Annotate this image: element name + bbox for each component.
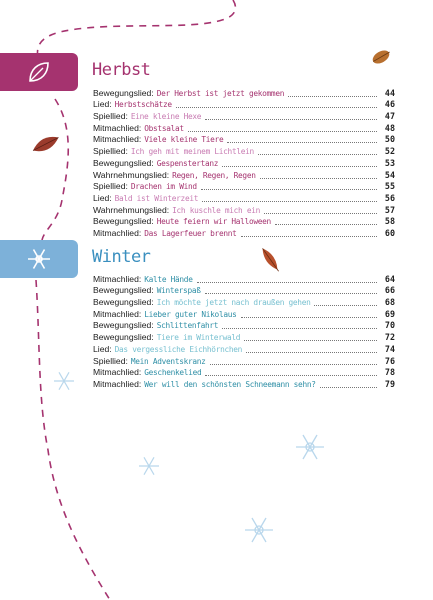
toc-entry[interactable] <box>93 87 395 99</box>
toc-entry[interactable] <box>93 367 395 379</box>
dot-leader <box>275 224 377 225</box>
song-title: Winterspaß <box>156 286 201 296</box>
page-number: 47 <box>384 111 395 122</box>
song-type-label: Bewegungslied: <box>93 285 154 296</box>
page-number: 48 <box>384 122 395 133</box>
snowflake-icon <box>245 518 273 542</box>
snowflake-icon <box>296 435 324 459</box>
dot-leader <box>246 352 377 353</box>
song-type-label: Wahrnehmungslied: <box>93 169 170 180</box>
toc-entry[interactable] <box>93 331 395 343</box>
toc-entry[interactable] <box>93 273 395 285</box>
page-number: 76 <box>384 355 395 366</box>
toc-list-herbst <box>93 87 395 239</box>
page-number: 55 <box>384 181 395 192</box>
page-number: 72 <box>384 332 395 343</box>
leaf-red-icon <box>31 135 61 154</box>
song-type-label: Spiellied: <box>93 355 128 366</box>
dot-leader <box>205 375 377 376</box>
page-number: 50 <box>384 134 395 145</box>
song-title: Drachen im Wind <box>130 182 197 192</box>
dot-leader <box>241 317 377 318</box>
toc-entry[interactable] <box>93 192 395 204</box>
snowflake-icon <box>54 372 74 389</box>
dot-leader <box>210 364 377 365</box>
toc-entry[interactable] <box>93 157 395 169</box>
section-title-herbst: Herbst <box>92 60 151 80</box>
toc-entry[interactable] <box>93 378 395 390</box>
toc-entry[interactable] <box>93 216 395 228</box>
song-type-label: Spiellied: <box>93 181 128 192</box>
dot-leader <box>227 142 377 143</box>
dot-leader <box>260 178 377 179</box>
dot-leader <box>222 166 377 167</box>
song-type-label: Mitmachlied: <box>93 227 142 238</box>
page-number: 69 <box>384 308 395 319</box>
toc-entry[interactable] <box>93 169 395 181</box>
toc-entry[interactable] <box>93 296 395 308</box>
song-title: Bald ist Winterzeit <box>114 193 199 203</box>
toc-list-winter <box>93 273 395 390</box>
song-title: Das vergessliche Eichhörnchen <box>114 344 243 354</box>
snowflake-icon <box>139 457 159 474</box>
dot-leader <box>201 189 377 190</box>
dot-leader <box>241 236 377 237</box>
toc-entry[interactable] <box>93 285 395 297</box>
dot-leader <box>314 305 377 306</box>
page-number: 60 <box>384 227 395 238</box>
song-type-label: Bewegungslied: <box>93 297 154 308</box>
song-type-label: Mitmachlied: <box>93 134 142 145</box>
leaf-icon <box>26 59 52 85</box>
song-type-label: Wahrnehmungslied: <box>93 204 170 215</box>
song-title: Mein Adventskranz <box>130 356 206 366</box>
toc-entry[interactable] <box>93 181 395 193</box>
song-title: Regen, Regen, Regen <box>172 170 256 180</box>
section-title-winter: Winter <box>92 247 151 267</box>
toc-entry[interactable] <box>93 145 395 157</box>
dot-leader <box>264 213 377 214</box>
song-title: Wer will den schönsten Schneemann sehn? <box>144 379 316 389</box>
section-tab-winter <box>0 240 78 278</box>
song-type-label: Mitmachlied: <box>93 273 142 284</box>
toc-entry[interactable] <box>93 227 395 239</box>
page-number: 54 <box>384 169 395 180</box>
song-type-label: Mitmachlied: <box>93 378 142 389</box>
toc-entry[interactable] <box>93 320 395 332</box>
song-title: Heute feiern wir Halloween <box>156 217 271 227</box>
page-number: 66 <box>384 285 395 296</box>
dot-leader <box>205 293 377 294</box>
song-type-label: Bewegungslied: <box>93 332 154 343</box>
page-number: 46 <box>384 99 395 110</box>
toc-entry[interactable] <box>93 308 395 320</box>
page-number: 74 <box>384 343 395 354</box>
toc-entry[interactable] <box>93 343 395 355</box>
song-title: Kalte Hände <box>144 274 193 284</box>
dot-leader <box>288 96 377 97</box>
page-number: 70 <box>384 320 395 331</box>
toc-entry[interactable] <box>93 122 395 134</box>
toc-entry[interactable] <box>93 355 395 367</box>
song-title: Ich geh mit meinem Lichtlein <box>130 147 254 157</box>
song-title: Ich kuschle mich ein <box>172 205 261 215</box>
dot-leader <box>197 282 377 283</box>
page-number: 53 <box>384 157 395 168</box>
dot-leader <box>205 119 377 120</box>
song-title: Eine kleine Hexe <box>130 112 202 122</box>
page-number: 56 <box>384 192 395 203</box>
song-type-label: Lied: <box>93 192 112 203</box>
song-title: Das Lagerfeuer brennt <box>144 228 237 238</box>
song-title: Obstsalat <box>144 123 184 133</box>
song-title: Herbstschätze <box>114 100 172 110</box>
dashed-path <box>37 0 235 58</box>
dot-leader <box>188 131 377 132</box>
section-tab-herbst <box>0 53 78 91</box>
song-type-label: Spiellied: <box>93 146 128 157</box>
dot-leader <box>222 328 377 329</box>
song-type-label: Bewegungslied: <box>93 87 154 98</box>
song-title: Viele kleine Tiere <box>144 135 224 145</box>
song-title: Tiere im Winterwald <box>156 333 241 343</box>
dot-leader <box>244 340 377 341</box>
song-type-label: Lied: <box>93 343 112 354</box>
song-title: Gespenstertanz <box>156 158 219 168</box>
dot-leader <box>320 387 377 388</box>
toc-entry[interactable] <box>93 110 395 122</box>
leaf-orange-icon <box>259 246 282 274</box>
dot-leader <box>202 201 377 202</box>
song-title: Der Herbst ist jetzt gekommen <box>156 88 285 98</box>
page-number: 44 <box>384 87 395 98</box>
toc-entry[interactable] <box>93 134 395 146</box>
song-type-label: Bewegungslied: <box>93 157 154 168</box>
song-type-label: Spiellied: <box>93 111 128 122</box>
toc-entry[interactable] <box>93 204 395 216</box>
dashed-path-middle <box>42 99 68 240</box>
snowflake-icon <box>26 246 52 272</box>
song-type-label: Mitmachlied: <box>93 308 142 319</box>
dot-leader <box>258 154 377 155</box>
page-number: 57 <box>384 204 395 215</box>
song-type-label: Mitmachlied: <box>93 122 142 133</box>
page-number: 64 <box>384 273 395 284</box>
page-number: 79 <box>384 378 395 389</box>
toc-entry[interactable] <box>93 99 395 111</box>
page-number: 58 <box>384 216 395 227</box>
song-title: Geschenkelied <box>144 368 202 378</box>
song-type-label: Bewegungslied: <box>93 320 154 331</box>
page-number: 78 <box>384 367 395 378</box>
dot-leader <box>176 107 377 108</box>
page-number: 68 <box>384 297 395 308</box>
song-title: Lieber guter Nikolaus <box>144 309 237 319</box>
song-title: Schlittenfahrt <box>156 321 219 331</box>
leaf-brown-icon <box>370 47 392 66</box>
song-type-label: Mitmachlied: <box>93 367 142 378</box>
page-number: 52 <box>384 146 395 157</box>
song-title: Ich möchte jetzt nach draußen gehen <box>156 298 311 308</box>
song-type-label: Bewegungslied: <box>93 216 154 227</box>
song-type-label: Lied: <box>93 99 112 110</box>
